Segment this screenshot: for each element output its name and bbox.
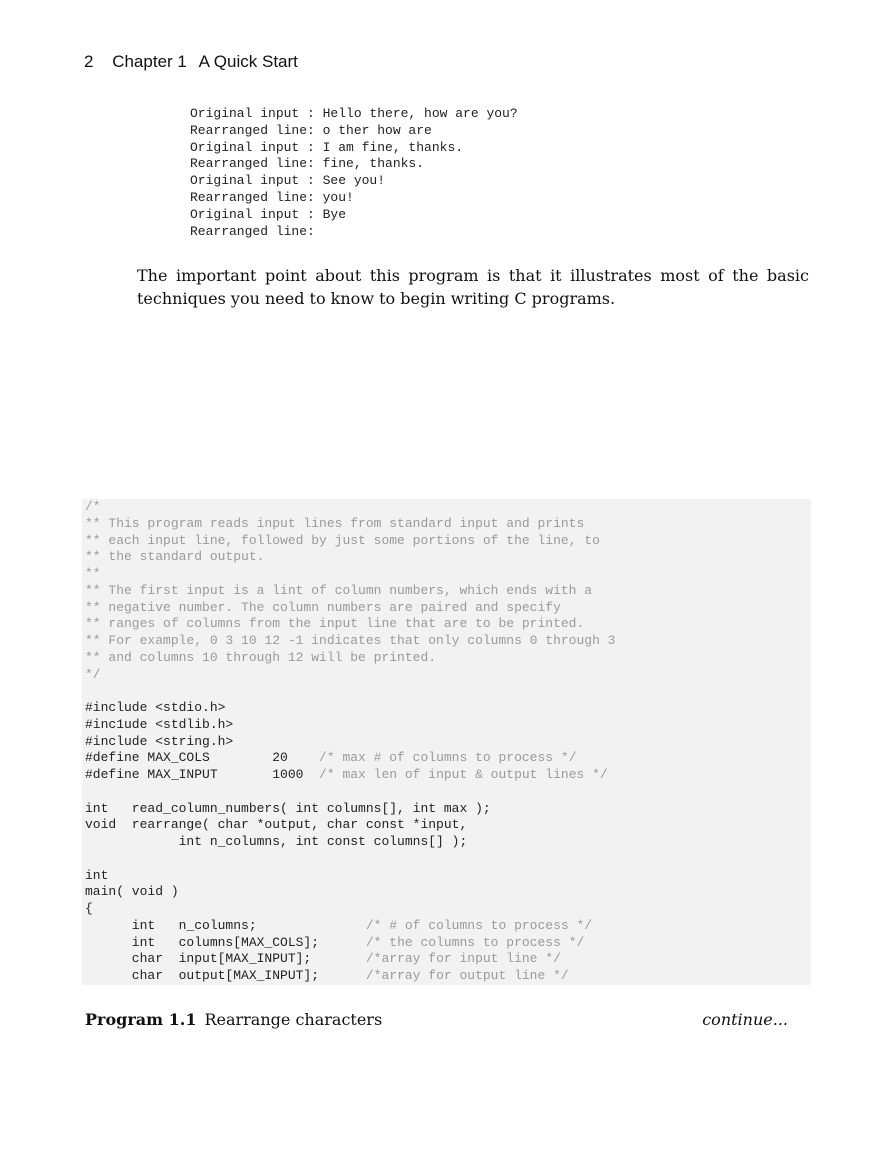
code-line <box>85 734 616 751</box>
code-comment: /* # of columns to process */ <box>365 917 593 933</box>
body-paragraph: The important point about this program is that it illustrates most of the basic techniques you need to know to begin writing C programs. <box>137 266 809 308</box>
code-line <box>85 784 616 801</box>
output-line: Original input : See you! <box>190 173 386 189</box>
code-comment: ** ranges of columns from the input line that are to be printed. <box>85 616 585 632</box>
code-line <box>85 750 616 767</box>
code-comment: /* max len of input & output lines */ <box>319 767 608 782</box>
code-statement: #define MAX_INPUT 1000 <box>85 767 320 782</box>
code-line <box>85 935 616 952</box>
code-line <box>85 683 616 700</box>
code-line <box>85 851 616 868</box>
code-comment: /* the columns to process */ <box>365 934 585 950</box>
code-statement: int columns[MAX_COLS]; <box>85 934 366 950</box>
code-line <box>85 884 616 901</box>
code-comment: ** <box>85 566 101 581</box>
code-comment: */ <box>85 666 101 682</box>
code-line <box>85 951 616 968</box>
code-statement: #inc1ude <stdlib.h> <box>85 716 234 732</box>
code-statement: int read_column_numbers( int columns[], int max ); <box>85 800 491 816</box>
code-comment: ** This program reads input lines from standard input and prints <box>85 515 585 531</box>
code-line <box>85 817 616 834</box>
code-line <box>85 633 616 650</box>
continue-note: continue... <box>702 1010 788 1029</box>
code-text <box>85 499 616 985</box>
program-output-block <box>190 106 518 240</box>
code-statement: char input[MAX_INPUT]; <box>85 951 366 967</box>
code-line <box>85 533 616 550</box>
code-line <box>85 600 616 617</box>
code-statement: int n_columns; <box>85 917 366 933</box>
caption-title: Rearrange characters <box>204 1010 383 1029</box>
code-line <box>85 801 616 818</box>
code-line <box>85 616 616 633</box>
code-statement: char output[MAX_INPUT]; <box>85 968 366 983</box>
code-line <box>85 901 616 918</box>
output-line: Rearranged line: o ther how are <box>190 122 432 138</box>
code-line <box>85 566 616 583</box>
chapter-label: Chapter 1 <box>112 52 187 71</box>
code-line <box>85 700 616 717</box>
code-comment: ** The first input is a lint of column numbers, which ends with a <box>85 582 593 598</box>
code-statement: main( void ) <box>85 884 179 900</box>
code-comment: ** For example, 0 3 10 12 -1 indicates that only columns 0 through 3 <box>85 633 616 648</box>
code-comment: ** the standard output. <box>85 549 265 565</box>
code-comment: ** negative number. The column numbers are paired and specify <box>85 599 561 615</box>
code-line <box>85 516 616 533</box>
code-line <box>85 499 616 516</box>
code-line <box>85 968 616 985</box>
code-statement: void rearrange( char *output, char const *input, <box>85 817 468 833</box>
code-line <box>85 667 616 684</box>
code-line <box>85 767 616 784</box>
code-statement: #include <string.h> <box>85 733 234 749</box>
code-line <box>85 834 616 851</box>
page-number: 2 <box>84 52 94 71</box>
chapter-title: A Quick Start <box>198 52 298 71</box>
output-line: Rearranged line: you! <box>190 189 354 205</box>
code-statement: #include <stdio.h> <box>85 700 226 715</box>
code-line <box>85 868 616 885</box>
code-comment: /*array for output line */ <box>365 968 569 983</box>
code-comment: /*array for input line */ <box>365 951 561 967</box>
code-statement: { <box>85 901 93 916</box>
caption-label: Program 1.1 <box>85 1010 197 1029</box>
output-line: Original input : Hello there, how are you? <box>190 106 518 121</box>
code-comment: ** and columns 10 through 12 will be printed. <box>85 649 437 665</box>
running-header <box>84 52 298 72</box>
code-statement: int <box>85 867 109 883</box>
code-comment: ** each input line, followed by just some portions of the line, to <box>85 532 600 548</box>
code-statement: int n_columns, int const columns[] ); <box>85 834 468 849</box>
code-line <box>85 650 616 667</box>
output-line: Original input : Bye <box>190 206 347 222</box>
code-statement: #define MAX_COLS 20 <box>85 750 320 766</box>
code-comment: /* <box>85 499 101 514</box>
program-caption <box>85 1010 790 1029</box>
code-line <box>85 549 616 566</box>
code-listing <box>82 499 811 985</box>
code-line <box>85 583 616 600</box>
output-line: Rearranged line: <box>190 223 315 239</box>
code-line <box>85 717 616 734</box>
output-line: Rearranged line: fine, thanks. <box>190 156 425 172</box>
code-comment: /* max # of columns to process */ <box>319 750 577 766</box>
output-line: Original input : I am fine, thanks. <box>190 139 464 155</box>
code-line <box>85 918 616 935</box>
